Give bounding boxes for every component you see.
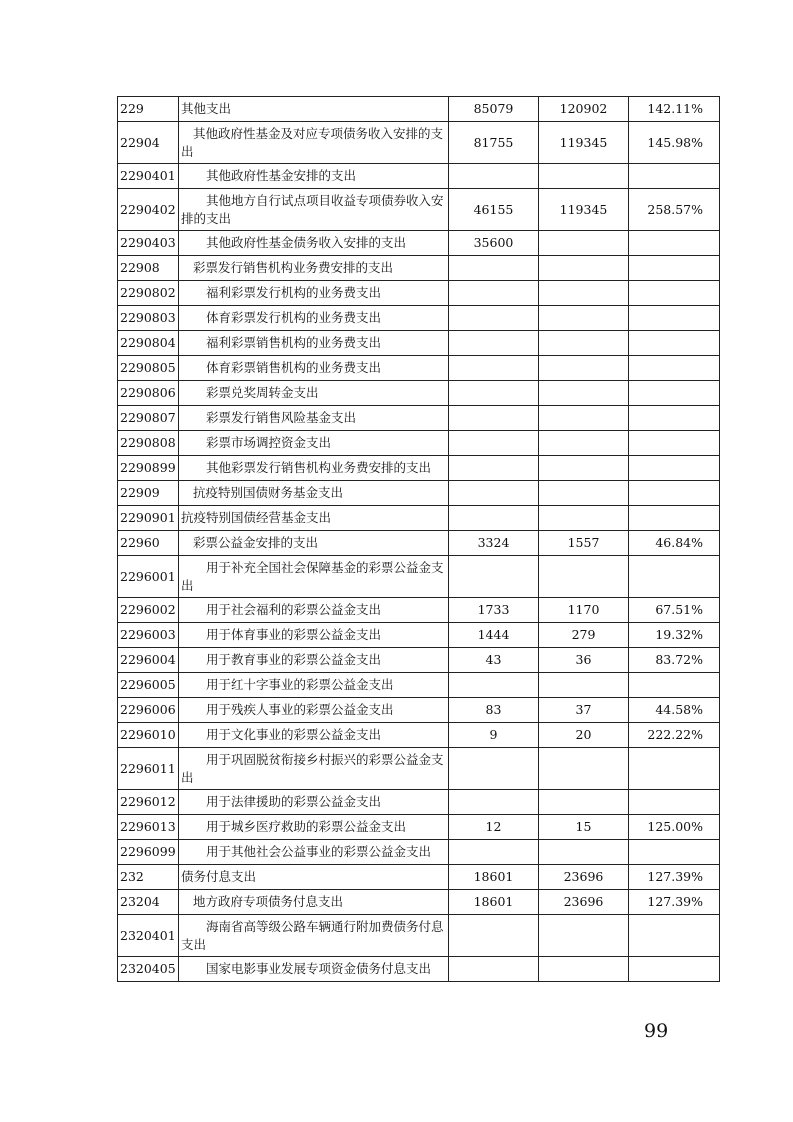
row-percent: 127.39% (629, 865, 720, 890)
row-value-2 (539, 673, 629, 698)
budget-table (117, 96, 720, 982)
row-value-2 (539, 406, 629, 431)
table-row (118, 673, 720, 698)
table-row (118, 231, 720, 256)
row-value-2: 120902 (539, 97, 629, 122)
row-name: 海南省高等级公路车辆通行附加费债务付息支出 (179, 915, 449, 957)
row-percent (629, 231, 720, 256)
row-code: 2290403 (118, 231, 179, 256)
row-value-1: 46155 (449, 189, 539, 231)
row-code: 2290402 (118, 189, 179, 231)
row-code: 22909 (118, 481, 179, 506)
row-code: 232 (118, 865, 179, 890)
row-value-2 (539, 164, 629, 189)
row-code: 22960 (118, 531, 179, 556)
row-percent (629, 915, 720, 957)
row-name: 用于教育事业的彩票公益金支出 (179, 648, 449, 673)
table-row (118, 456, 720, 481)
table-row (118, 748, 720, 790)
row-code: 2320405 (118, 957, 179, 982)
row-code: 2320401 (118, 915, 179, 957)
row-value-2 (539, 748, 629, 790)
row-percent: 142.11% (629, 97, 720, 122)
table-row (118, 306, 720, 331)
row-percent: 127.39% (629, 890, 720, 915)
row-name: 其他彩票发行销售机构业务费安排的支出 (179, 456, 449, 481)
row-percent (629, 481, 720, 506)
row-percent (629, 356, 720, 381)
table-row (118, 431, 720, 456)
row-name: 用于补充全国社会保障基金的彩票公益金支出 (179, 556, 449, 598)
row-value-2 (539, 306, 629, 331)
row-value-2: 23696 (539, 865, 629, 890)
row-value-2: 279 (539, 623, 629, 648)
row-value-2 (539, 481, 629, 506)
row-percent (629, 840, 720, 865)
row-name: 福利彩票销售机构的业务费支出 (179, 331, 449, 356)
row-value-2: 1557 (539, 531, 629, 556)
row-name: 债务付息支出 (179, 865, 449, 890)
table-row (118, 331, 720, 356)
table-row (118, 556, 720, 598)
row-value-1 (449, 456, 539, 481)
row-name: 体育彩票发行机构的业务费支出 (179, 306, 449, 331)
row-value-1 (449, 915, 539, 957)
row-name: 用于红十字事业的彩票公益金支出 (179, 673, 449, 698)
row-percent (629, 456, 720, 481)
row-value-1 (449, 331, 539, 356)
row-value-1 (449, 748, 539, 790)
row-value-2 (539, 915, 629, 957)
table-row (118, 957, 720, 982)
table-row (118, 648, 720, 673)
row-code: 2296012 (118, 790, 179, 815)
row-percent: 46.84% (629, 531, 720, 556)
row-value-2: 119345 (539, 122, 629, 164)
row-percent: 125.00% (629, 815, 720, 840)
table-row (118, 381, 720, 406)
table-row (118, 256, 720, 281)
row-code: 2296006 (118, 698, 179, 723)
row-code: 2290807 (118, 406, 179, 431)
table-row (118, 598, 720, 623)
row-name: 用于残疾人事业的彩票公益金支出 (179, 698, 449, 723)
row-value-2 (539, 556, 629, 598)
row-value-2: 1170 (539, 598, 629, 623)
row-value-2: 119345 (539, 189, 629, 231)
row-code: 2296005 (118, 673, 179, 698)
row-value-2 (539, 506, 629, 531)
row-value-1: 18601 (449, 890, 539, 915)
row-code: 2296010 (118, 723, 179, 748)
table-row (118, 506, 720, 531)
row-code: 2290805 (118, 356, 179, 381)
row-value-1: 85079 (449, 97, 539, 122)
row-name: 用于法律援助的彩票公益金支出 (179, 790, 449, 815)
row-value-1: 1733 (449, 598, 539, 623)
row-name: 其他地方自行试点项目收益专项债券收入安排的支出 (179, 189, 449, 231)
row-code: 2296002 (118, 598, 179, 623)
row-value-1 (449, 406, 539, 431)
row-value-2 (539, 256, 629, 281)
row-name: 彩票市场调控资金支出 (179, 431, 449, 456)
row-name: 体育彩票销售机构的业务费支出 (179, 356, 449, 381)
row-value-2 (539, 356, 629, 381)
row-percent (629, 673, 720, 698)
row-value-2 (539, 957, 629, 982)
page-number: 99 (644, 1020, 669, 1042)
row-value-1: 18601 (449, 865, 539, 890)
row-name: 其他支出 (179, 97, 449, 122)
row-name: 其他政府性基金债务收入安排的支出 (179, 231, 449, 256)
row-value-1 (449, 306, 539, 331)
row-value-1 (449, 281, 539, 306)
table-row (118, 481, 720, 506)
row-code: 2290804 (118, 331, 179, 356)
row-value-1 (449, 164, 539, 189)
row-value-1: 12 (449, 815, 539, 840)
row-name: 用于社会福利的彩票公益金支出 (179, 598, 449, 623)
table-row (118, 189, 720, 231)
row-percent: 19.32% (629, 623, 720, 648)
row-value-2: 36 (539, 648, 629, 673)
row-value-1 (449, 481, 539, 506)
row-name: 彩票兑奖周转金支出 (179, 381, 449, 406)
row-name: 抗疫特别国债财务基金支出 (179, 481, 449, 506)
row-code: 22908 (118, 256, 179, 281)
row-value-2: 20 (539, 723, 629, 748)
row-code: 2296001 (118, 556, 179, 598)
row-percent (629, 281, 720, 306)
row-name: 彩票发行销售风险基金支出 (179, 406, 449, 431)
row-code: 2290899 (118, 456, 179, 481)
table-row (118, 97, 720, 122)
row-value-1 (449, 957, 539, 982)
row-value-1 (449, 790, 539, 815)
row-name: 其他政府性基金及对应专项债务收入安排的支出 (179, 122, 449, 164)
table-row (118, 698, 720, 723)
row-name: 彩票公益金安排的支出 (179, 531, 449, 556)
row-percent (629, 306, 720, 331)
row-percent (629, 790, 720, 815)
row-code: 22904 (118, 122, 179, 164)
row-code: 2290802 (118, 281, 179, 306)
row-code: 2290806 (118, 381, 179, 406)
row-percent: 145.98% (629, 122, 720, 164)
table-row (118, 122, 720, 164)
table-row (118, 623, 720, 648)
row-name: 用于巩固脱贫衔接乡村振兴的彩票公益金支出 (179, 748, 449, 790)
row-name: 用于文化事业的彩票公益金支出 (179, 723, 449, 748)
row-name: 国家电影事业发展专项资金债务付息支出 (179, 957, 449, 982)
row-value-2 (539, 840, 629, 865)
row-code: 2290901 (118, 506, 179, 531)
row-value-1: 3324 (449, 531, 539, 556)
row-percent (629, 556, 720, 598)
row-percent: 67.51% (629, 598, 720, 623)
row-percent (629, 164, 720, 189)
row-value-1 (449, 840, 539, 865)
row-name: 用于其他社会公益事业的彩票公益金支出 (179, 840, 449, 865)
row-percent (629, 256, 720, 281)
row-value-2 (539, 790, 629, 815)
row-value-2: 37 (539, 698, 629, 723)
row-name: 地方政府专项债务付息支出 (179, 890, 449, 915)
row-value-2 (539, 381, 629, 406)
row-name: 彩票发行销售机构业务费安排的支出 (179, 256, 449, 281)
row-value-2 (539, 281, 629, 306)
table-row (118, 865, 720, 890)
table-row (118, 406, 720, 431)
row-code: 229 (118, 97, 179, 122)
row-percent (629, 506, 720, 531)
row-value-1: 9 (449, 723, 539, 748)
table-row (118, 915, 720, 957)
table-row (118, 356, 720, 381)
row-value-1: 83 (449, 698, 539, 723)
row-percent: 83.72% (629, 648, 720, 673)
table-row (118, 790, 720, 815)
row-value-1 (449, 506, 539, 531)
row-value-1: 81755 (449, 122, 539, 164)
row-value-1 (449, 431, 539, 456)
table-body (118, 97, 720, 982)
row-name: 其他政府性基金安排的支出 (179, 164, 449, 189)
row-value-1 (449, 381, 539, 406)
row-value-2 (539, 456, 629, 481)
table-row (118, 164, 720, 189)
row-percent: 222.22% (629, 723, 720, 748)
table-row (118, 840, 720, 865)
row-code: 2296011 (118, 748, 179, 790)
row-percent (629, 381, 720, 406)
table-row (118, 723, 720, 748)
row-name: 用于体育事业的彩票公益金支出 (179, 623, 449, 648)
row-name: 抗疫特别国债经营基金支出 (179, 506, 449, 531)
row-value-1 (449, 256, 539, 281)
row-value-1 (449, 356, 539, 381)
row-name: 用于城乡医疗救助的彩票公益金支出 (179, 815, 449, 840)
row-value-2: 15 (539, 815, 629, 840)
row-percent: 258.57% (629, 189, 720, 231)
row-value-2: 23696 (539, 890, 629, 915)
row-name: 福利彩票发行机构的业务费支出 (179, 281, 449, 306)
row-value-1: 43 (449, 648, 539, 673)
row-percent: 44.58% (629, 698, 720, 723)
row-value-2 (539, 231, 629, 256)
row-percent (629, 431, 720, 456)
row-value-2 (539, 431, 629, 456)
row-code: 2296099 (118, 840, 179, 865)
row-code: 2296003 (118, 623, 179, 648)
row-value-1: 35600 (449, 231, 539, 256)
row-code: 2296013 (118, 815, 179, 840)
row-value-2 (539, 331, 629, 356)
row-value-1: 1444 (449, 623, 539, 648)
row-code: 2296004 (118, 648, 179, 673)
row-value-1 (449, 673, 539, 698)
row-percent (629, 406, 720, 431)
table-row (118, 531, 720, 556)
row-percent (629, 748, 720, 790)
row-code: 2290803 (118, 306, 179, 331)
row-percent (629, 331, 720, 356)
table-row (118, 281, 720, 306)
row-code: 23204 (118, 890, 179, 915)
row-percent (629, 957, 720, 982)
row-value-1 (449, 556, 539, 598)
row-code: 2290401 (118, 164, 179, 189)
row-code: 2290808 (118, 431, 179, 456)
table-row (118, 890, 720, 915)
table-row (118, 815, 720, 840)
